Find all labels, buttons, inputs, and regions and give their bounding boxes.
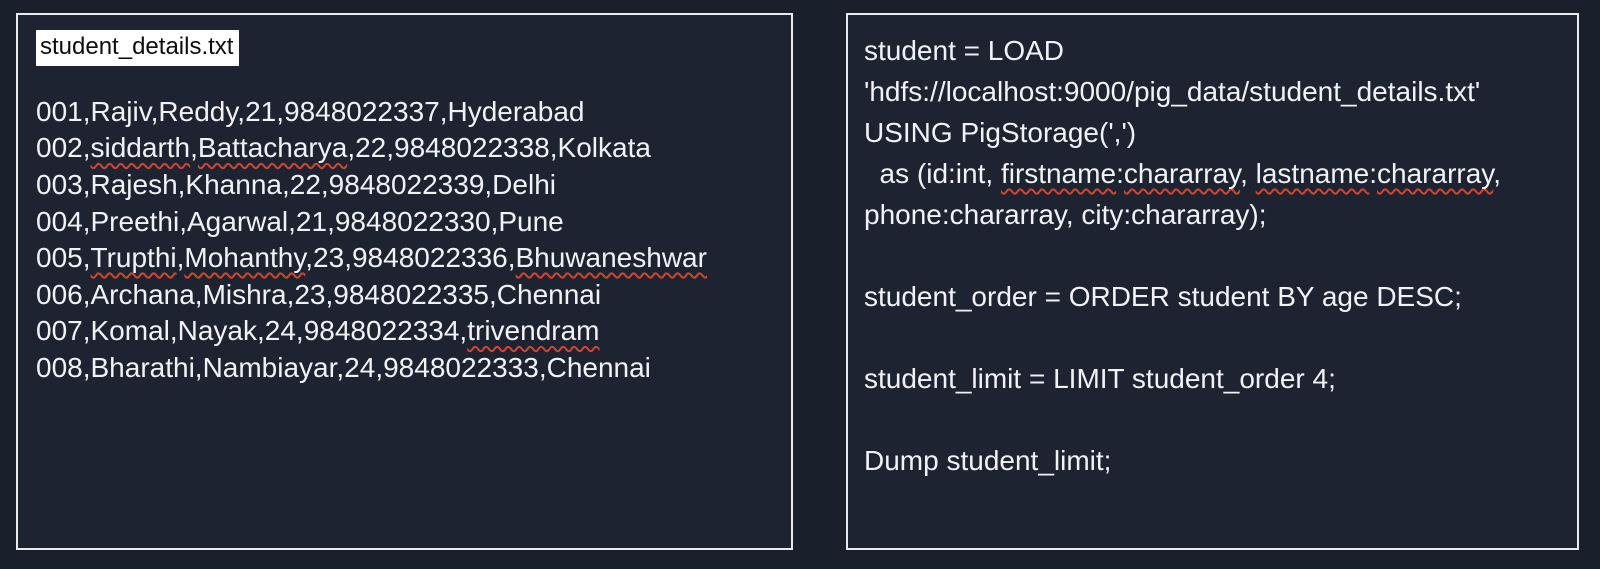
pig-script-panel (846, 13, 1579, 550)
text-segment: ,22,9848022338,Kolkata (347, 132, 651, 164)
student-data-file-panel (16, 13, 793, 550)
misspelled-word: siddarth (90, 132, 191, 164)
file-lines-container (36, 94, 773, 387)
text-segment: , (176, 242, 185, 274)
pig-script-content (848, 15, 1577, 496)
file-data-line (36, 313, 773, 350)
misspelled-word: Trupthi (90, 242, 177, 274)
text-segment: as (id:int, (864, 158, 1001, 189)
misspelled-word: Mohanthy (184, 242, 306, 274)
text-segment: 006,Archana,Mishra,23,9848022335,Chennai (36, 278, 602, 310)
text-segment: , (190, 132, 198, 164)
file-data-line (36, 167, 773, 204)
pig-script-line (864, 317, 1561, 358)
pig-script-line (864, 112, 1561, 153)
text-segment: USING PigStorage(',') (864, 117, 1137, 148)
text-segment: 002, (36, 132, 91, 164)
pig-script-line (864, 194, 1561, 235)
pig-script-line (864, 440, 1561, 481)
text-segment: ,23,9848022336, (305, 242, 516, 274)
file-data-line (36, 350, 773, 387)
text-segment: 005, (36, 242, 91, 274)
text-segment: 003,Rajesh,Khanna,22,9848022339,Delhi (36, 168, 556, 200)
misspelled-word: firstname (1000, 158, 1117, 189)
pig-script-line (864, 153, 1561, 194)
pig-script-line (864, 276, 1561, 317)
misspelled-word: Battacharya (197, 132, 348, 164)
text-segment: 007,Komal,Nayak,24,9848022334, (36, 315, 468, 347)
pig-script-line (864, 30, 1561, 71)
misspelled-word: lastname (1255, 158, 1370, 189)
text-segment: phone:chararray, city:chararray); (864, 199, 1267, 230)
file-data-line (36, 130, 773, 167)
file-data-line (36, 94, 773, 131)
text-segment: , (1240, 158, 1256, 189)
pig-script-line (864, 358, 1561, 399)
text-segment: Dump student_limit; (864, 445, 1112, 476)
text-segment: : (1116, 158, 1124, 189)
misspelled-word: trivendram (467, 315, 600, 347)
pig-script-line (864, 399, 1561, 440)
text-segment: 'hdfs://localhost:9000/pig_data/student_details.txt' (864, 76, 1481, 107)
text-segment: 008,Bharathi,Nambiayar,24,9848022333,Chennai (36, 351, 651, 383)
file-data-line (36, 204, 773, 241)
text-segment: : (1369, 158, 1378, 189)
student-data-file-content (18, 15, 791, 402)
text-segment: student = LOAD (864, 35, 1065, 66)
misspelled-word: Bhuwaneshwar (515, 242, 707, 274)
text-segment: student_limit = LIMIT student_order 4; (864, 363, 1336, 394)
text-segment: student_order = ORDER student BY age DESC; (864, 281, 1462, 312)
pig-script-line (864, 71, 1561, 112)
file-name-highlight: student_details.txt (36, 30, 239, 66)
pig-script-line (864, 235, 1561, 276)
text-segment: 004,Preethi,Agarwal,21,9848022330,Pune (36, 205, 564, 237)
text-segment: 001,Rajiv,Reddy,21,9848022337,Hyderabad (36, 95, 585, 127)
text-segment: , (1493, 158, 1501, 189)
misspelled-word: chararray (1123, 158, 1241, 189)
file-data-line (36, 240, 773, 277)
misspelled-word: chararray (1377, 158, 1494, 189)
file-data-line (36, 277, 773, 314)
